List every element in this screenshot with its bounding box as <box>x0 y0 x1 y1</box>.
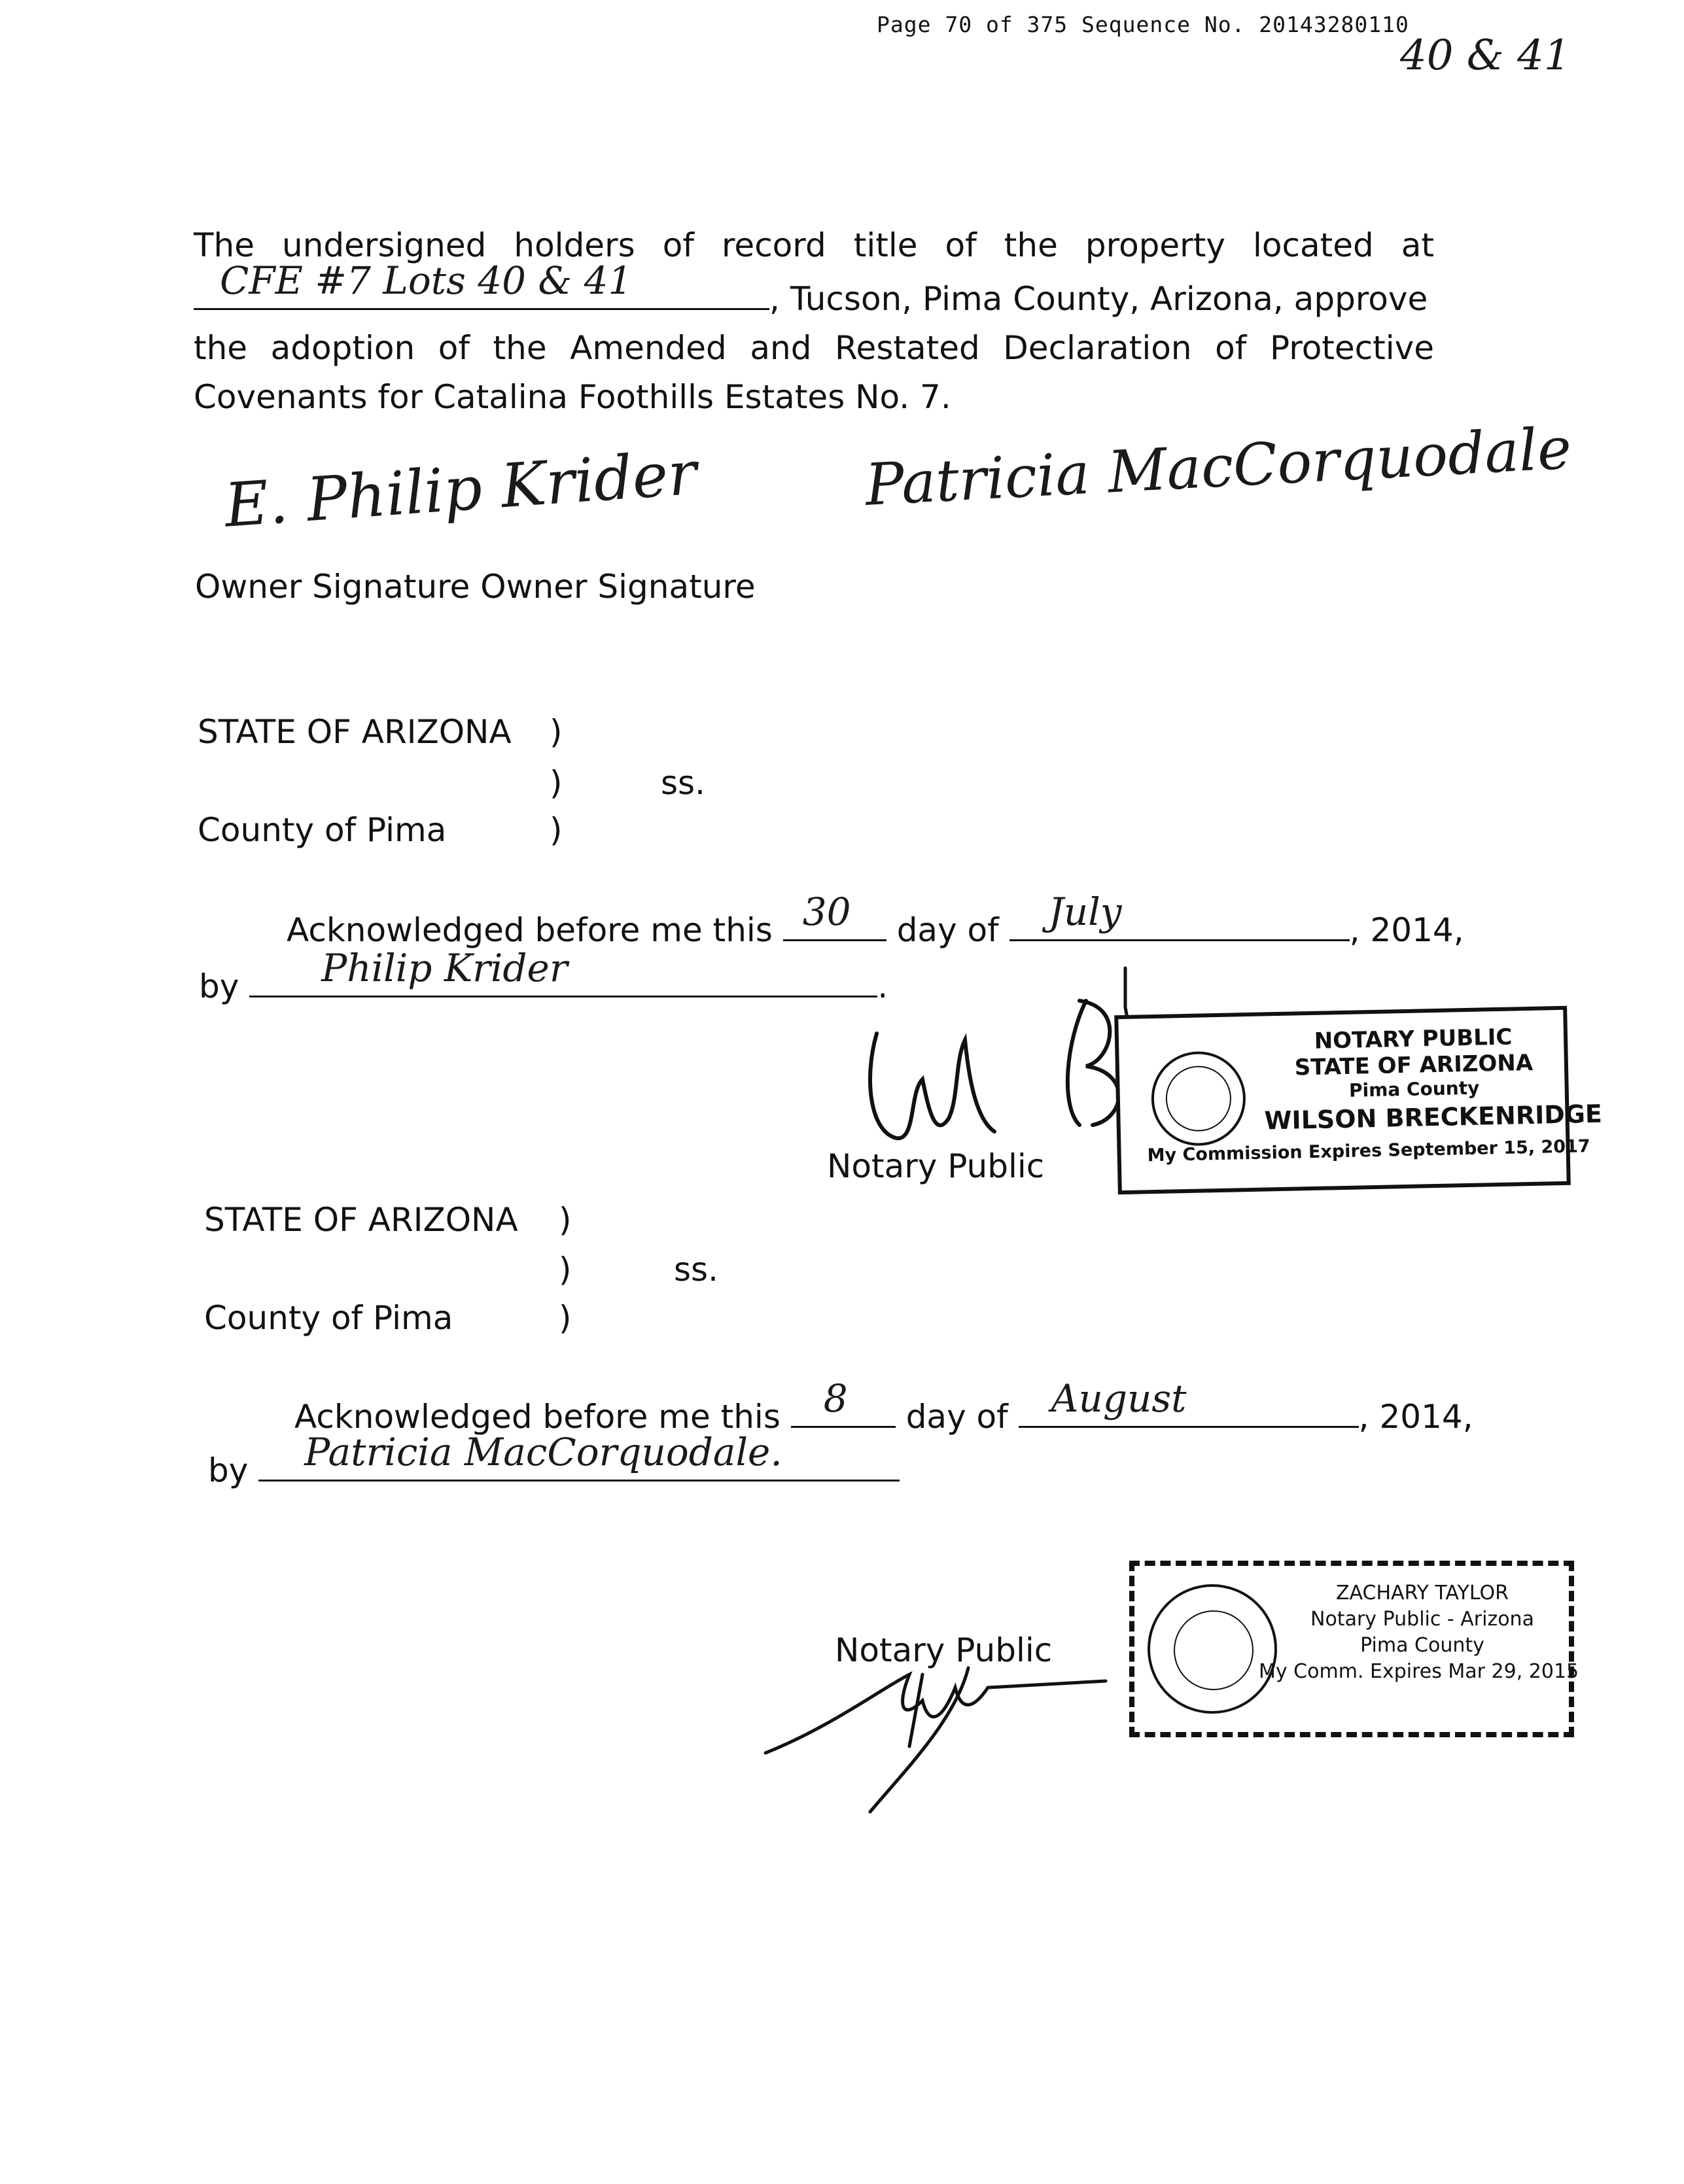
ack1-county: County of Pima <box>198 811 447 849</box>
stamp2-line1: ZACHARY TAYLOR <box>1336 1582 1509 1604</box>
arizona-seal-icon <box>1150 1050 1246 1147</box>
ack1-month-handwritten: July <box>1048 890 1122 934</box>
ack2-ss: ss. <box>674 1251 718 1289</box>
ack2-day-field <box>791 1376 896 1428</box>
property-location-field <box>194 258 769 310</box>
ack2-month-field <box>1019 1376 1359 1428</box>
ack2-name-handwritten: Patricia MacCorquodale. <box>304 1430 782 1474</box>
stamp1-line1: NOTARY PUBLIC <box>1314 1024 1513 1054</box>
ack2-paren-3: ) <box>559 1299 572 1337</box>
ack2-month-handwritten: August <box>1051 1376 1187 1421</box>
approval-line-2 <box>194 258 1434 324</box>
ack2-paren-1: ) <box>559 1201 572 1239</box>
ack2-paren-2: ) <box>559 1251 572 1289</box>
great-seal-arizona-icon <box>1148 1584 1277 1714</box>
ack1-by: by <box>199 967 239 1005</box>
ack1-name-handwritten: Philip Krider <box>321 946 568 990</box>
ack2-name-field <box>258 1430 900 1482</box>
ack1-ss: ss. <box>661 764 705 802</box>
owner-1-signature: E. Philip Krider <box>222 438 699 541</box>
ack2-state: STATE OF ARIZONA <box>204 1201 518 1239</box>
handwritten-lot-note: 40 & 41 <box>1400 31 1571 80</box>
stamp1-line5: My Commission Expires September 15, 2017 <box>1147 1136 1590 1166</box>
stamp1-line3: Pima County <box>1348 1077 1480 1101</box>
ack2-day-handwritten: 8 <box>823 1376 848 1421</box>
ack1-by-line <box>199 946 888 1011</box>
notary-1-stamp <box>1114 1006 1603 1194</box>
ack1-name-field <box>249 946 877 997</box>
ack2-notary-label: Notary Public <box>835 1631 1053 1669</box>
ack2-county: County of Pima <box>204 1299 453 1337</box>
owner-signature-caption: Owner Signature Owner Signature <box>195 568 756 606</box>
stamp1-line2: STATE OF ARIZONA <box>1294 1049 1534 1081</box>
approval-line-4: Covenants for Catalina Foothills Estates No. 7. <box>194 378 951 416</box>
ack1-notary-label: Notary Public <box>827 1147 1045 1185</box>
stamp2-line2: Notary Public - Arizona <box>1310 1608 1534 1631</box>
ack2-by-line <box>208 1430 900 1495</box>
approval-line-3: the adoption of the Amended and Restated Declaration of Protective <box>194 329 1434 367</box>
ack1-day-field <box>783 890 886 941</box>
ack1-paren-2: ) <box>550 764 563 802</box>
notary-2-stamp <box>1129 1561 1579 1737</box>
ack2-year: , 2014, <box>1358 1398 1473 1436</box>
stamp1-line4: WILSON BRECKENRIDGE <box>1264 1099 1603 1135</box>
ack1-day-handwritten: 30 <box>802 890 851 934</box>
ack1-month-field <box>1009 890 1350 941</box>
ack1-text-b: day of <box>896 911 999 949</box>
property-location-handwritten: CFE #7 Lots 40 & 41 <box>220 258 633 303</box>
page-sequence-header: Page 70 of 375 Sequence No. 20143280110 <box>877 12 1409 37</box>
ack1-paren-3: ) <box>550 811 563 849</box>
ack1-state: STATE OF ARIZONA <box>198 713 512 751</box>
owner-2-signature: Patricia MacCorquodale <box>864 414 1573 519</box>
approval-paragraph <box>194 221 1434 422</box>
notary-2-signature <box>752 1648 1119 1818</box>
ack2-text-a: Acknowledged before me this <box>294 1398 781 1436</box>
ack2-text-b: day of <box>905 1398 1008 1436</box>
ack1-text-a: Acknowledged before me this <box>287 911 773 949</box>
stamp2-line3: Pima County <box>1360 1634 1484 1657</box>
ack1-year: , 2014, <box>1349 911 1464 949</box>
approval-line-2-rest: , Tucson, Pima County, Arizona, approve <box>769 280 1428 318</box>
ack1-period: . <box>877 967 888 1005</box>
ack2-by: by <box>208 1451 249 1489</box>
stamp2-line4: My Comm. Expires Mar 29, 2015 <box>1259 1660 1579 1683</box>
approval-line-1: The undersigned holders of record title of the property located at <box>194 226 1434 264</box>
ack1-paren-1: ) <box>550 713 563 751</box>
